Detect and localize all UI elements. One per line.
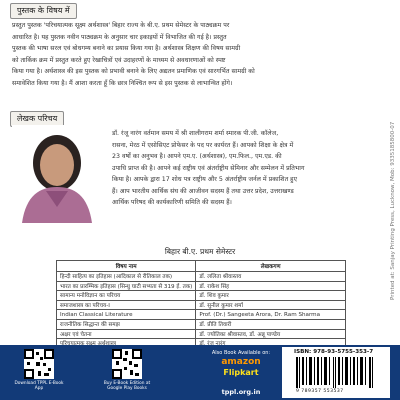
table-row [57,319,346,329]
about-line: को तार्किक क्रम में प्रस्तुत करते हुए रेखाचित्रों एवं उदाहरणों के माध्यम से अवधारणाओं को स्पष्ट [12,56,226,64]
ebook-app-qr-code[interactable] [24,349,54,379]
table-row [57,300,346,310]
authors-column-header: लेखकगण [196,261,346,272]
author-intro-text [112,128,384,209]
table-header-row [57,261,346,272]
table-row [57,329,346,339]
author-line: उपाधि प्राप्त की है। आपने कई राष्ट्रीय एवं अंतर्राष्ट्रीय सेमिनार और सम्मेलन में प्रतिभाग [112,164,305,172]
author-cell: डॉ. सुनील कुमार शर्मा [196,300,346,310]
also-available-label: Also Book Available on: [211,350,271,356]
google-play-caption: Buy E-Book Edition at Google Play Books [103,381,151,391]
ebook-app-caption: Download TPPL E-Book App [14,381,64,391]
flipkart-logo[interactable]: Flipkart [223,368,259,377]
author-line: किया है। आपके द्वारा 17 शोध पत्र राष्ट्रीय और 5 अंतर्राष्ट्रीय जर्नल में प्रकाशित हुए [112,176,297,183]
google-play-qr-code[interactable] [112,349,142,379]
author-photo [12,125,102,223]
author-line: 23 वर्षों का अनुभव है। आपने एम.ए. (अर्थशास्त्र), एम.फिल., एम.एड. की [112,153,282,160]
subject-cell: हिन्दी साहित्य का इतिहास (आदिकाल से रीतिकाल तक) [57,272,196,282]
author-line: डॉ. रंजू नारंग वर्तमान समय में श्री शालीगराम शर्मा स्मारक पी.जी. कॉलेज, [112,130,279,137]
about-line: प्रस्तुत पुस्तक 'परिचयात्मक सूक्ष्म अर्थशास्त्र' बिहार राज्य के बी.ए. प्रथम सेमेस्टर के पाठ्यक्रम पर [12,22,230,29]
subject-cell: अक्षर एवं चेतना [57,329,196,339]
table-row [57,310,346,320]
author-cell: डॉ. ललिता श्रीवास्तव [196,272,346,282]
author-line: हैं। आप भारतीय आर्थिक संघ की आजीवन सदस्य हैं तथा उत्तर प्रदेश, उत्तराखण्ड [112,187,294,195]
about-line: पुस्तक की भाषा सरल एवं बोधगम्य बनाने का प्रयास किया गया है। अर्थशास्त्र शिक्षण की विषय सामग्री [12,45,241,52]
subject-cell: राजनीतिक सिद्धान्त की समझ [57,319,196,329]
table-row [57,291,346,301]
publisher-website-link[interactable]: tppl.org.in [221,388,261,396]
author-intro-heading: लेखक परिचय [10,111,64,127]
store-availability [206,350,276,377]
about-line: समावेशित किया गया है। मैं आशा करता हूँ कि छात्र निश्चित रूप से इस पुस्तक से लाभान्वित होंगे। [12,79,233,87]
about-line: किया गया है। अर्थशास्त्र की इस पुस्तक को प्रभावी बनाने के लिए अद्यतन प्रमाणिक एवं सारगर्भित सामग्री को [12,68,255,75]
table-row [57,281,346,291]
author-line: आर्थिक परिषद की कार्यकारिणी समिति की सदस्य हैं। [112,199,232,206]
author-cell: डॉ. राकेश सिंह [196,281,346,291]
amazon-logo[interactable]: amazon [221,357,261,367]
author-line: रासना, मेरठ में एसोसिएट प्रोफेसर के पद पर कार्यरत हैं। आपको शिक्षा के क्षेत्र में [112,141,294,149]
barcode [296,357,376,392]
subject-cell: Indian Classical Literature [57,310,196,320]
about-line: आधारित है। यह पुस्तक नवीन पाठ्यक्रम के अनुसार चार इकाइयों में विभाजित की गई है। प्रस्तुत [12,33,227,41]
printer-side-text: Printed at: Sanjay Printing Press, Lucknow, Mob: 9335185800-07 [390,121,396,300]
subject-cell: भारत का प्रारम्भिक इतिहास (सिन्धु घाटी सभ्यता से 319 ई. तक) [57,281,196,291]
author-cell: डॉ. शिव कुमार [196,291,346,301]
subject-cell: समाजशास्त्र का परिचय-I [57,300,196,310]
author-cell: डॉ. ज्योतिका श्रीवास्तव, डॉ. अन्नू पाण्डेय [196,329,346,339]
author-cell: Prof. (Dr.) Sangeeta Arora, Dr. Ram Sharma [196,310,346,320]
subject-cell: सामान्य मनोविज्ञान का परिचय [57,291,196,301]
isbn-digits: 9 789357 553537 [296,389,344,394]
syllabus-title: बिहार बी.ए. प्रथम सेमेस्टर [164,247,236,256]
about-book-heading: पुस्तक के विषय में [10,3,77,19]
table-row [57,272,346,282]
isbn-label: ISBN: 978-93-5755-353-7 [294,349,374,355]
author-cell: डॉ. प्रीति तिवारी [196,319,346,329]
about-book-text [12,20,384,89]
subject-column-header: विषय नाम [57,261,196,272]
